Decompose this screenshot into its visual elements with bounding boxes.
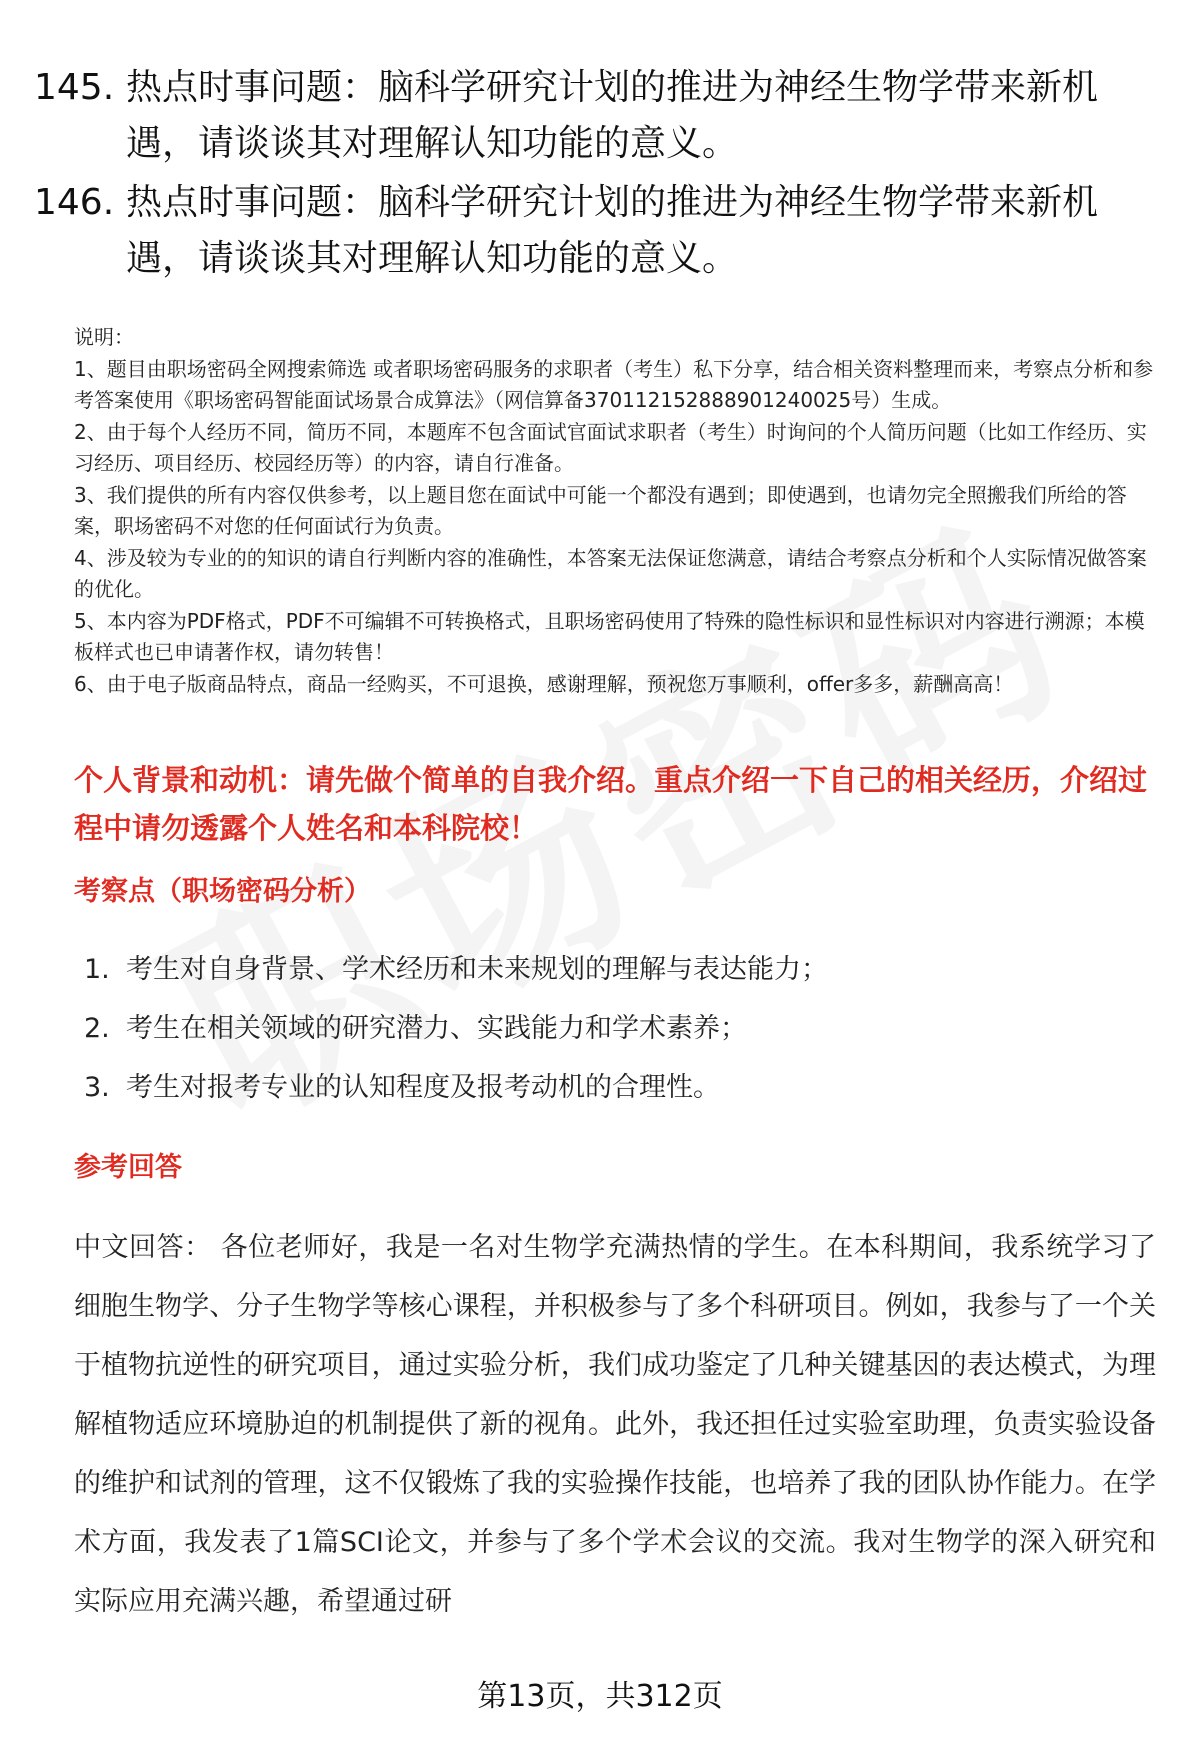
analysis-point	[84, 940, 1164, 999]
point-text: 考生对自身背景、学术经历和未来规划的理解与表达能力；	[126, 954, 828, 985]
analysis-point	[84, 1058, 1164, 1117]
question-146	[34, 175, 1144, 287]
point-number: 3.	[84, 1072, 110, 1103]
analysis-title: 考察点（职场密码分析）	[74, 876, 371, 907]
notes-title: 说明：	[74, 325, 134, 349]
note-item: 1、题目由职场密码全网搜索筛选 或者职场密码服务的求职者（考生）私下分享，结合相关资料整理而来，考察点分析和参考答案使用《职场密码智能面试场景合成算法》（网信算备370112152888901240025号）生成。	[74, 356, 1154, 412]
question-number: 145.	[34, 67, 115, 108]
disclaimer-notes	[74, 322, 1164, 700]
analysis-points	[84, 940, 1164, 1117]
point-text: 考生对报考专业的认知程度及报考动机的合理性。	[126, 1072, 720, 1103]
question-text: 热点时事问题：脑科学研究计划的推进为神经生物学带来新机遇，请谈谈其对理解认知功能的意义。	[126, 182, 1099, 279]
point-number: 2.	[84, 1013, 110, 1044]
note-item: 2、由于每个人经历不同，简历不同，本题库不包含面试官面试求职者（考生）时询问的个人简历问题（比如工作经历、实习经历、项目经历、校园经历等）的内容，请自行准备。	[74, 419, 1147, 475]
page-footer: 第13页，共312页	[477, 1679, 723, 1714]
note-item: 3、我们提供的所有内容仅供参考，以上题目您在面试中可能一个都没有遇到；即使遇到，也请勿完全照搬我们所给的答案，职场密码不对您的任何面试行为负责。	[74, 482, 1127, 538]
answer-title: 参考回答	[74, 1152, 182, 1183]
question-145	[34, 60, 1144, 172]
point-number: 1.	[84, 954, 110, 985]
question-text: 热点时事问题：脑科学研究计划的推进为神经生物学带来新机遇，请谈谈其对理解认知功能的意义。	[126, 67, 1099, 164]
point-text: 考生在相关领域的研究潜力、实践能力和学术素养；	[126, 1013, 747, 1044]
intro-question: 个人背景和动机：请先做个简单的自我介绍。重点介绍一下自己的相关经历，介绍过程中请勿透露个人姓名和本科院校！	[74, 763, 1148, 845]
question-number: 146.	[34, 182, 115, 223]
note-item: 4、涉及较为专业的的知识的请自行判断内容的准确性，本答案无法保证您满意，请结合考察点分析和个人实际情况做答案的优化。	[74, 545, 1147, 601]
answer-text: 中文回答： 各位老师好，我是一名对生物学充满热情的学生。在本科期间，我系统学习了细胞生物学、分子生物学等核心课程，并积极参与了多个科研项目。例如，我参与了一个关于植物抗逆性的研究项目，通过实验分析，我们成功鉴定了几种关键基因的表达模式，为理解植物适应环境胁迫的机制提供了新的视角。此外，我还担任过实验室助理，负责实验设备的维护和试剂的管理，这不仅锻炼了我的实验操作技能，也培养了我的团队协作能力。在学术方面，我发表了1篇SCI论文，并参与了多个学术会议的交流。我对生物学的深入研究和实际应用充满兴趣，希望通过研	[74, 1232, 1156, 1617]
analysis-point	[84, 999, 1164, 1058]
note-item: 5、本内容为PDF格式，PDF不可编辑不可转换格式，且职场密码使用了特殊的隐性标识和显性标识对内容进行溯源；本模板样式也已申请著作权，请勿转售！	[74, 608, 1145, 664]
note-item: 6、由于电子版商品特点，商品一经购买，不可退换，感谢理解，预祝您万事顺利，offer多多，薪酬高高！	[74, 671, 1014, 696]
